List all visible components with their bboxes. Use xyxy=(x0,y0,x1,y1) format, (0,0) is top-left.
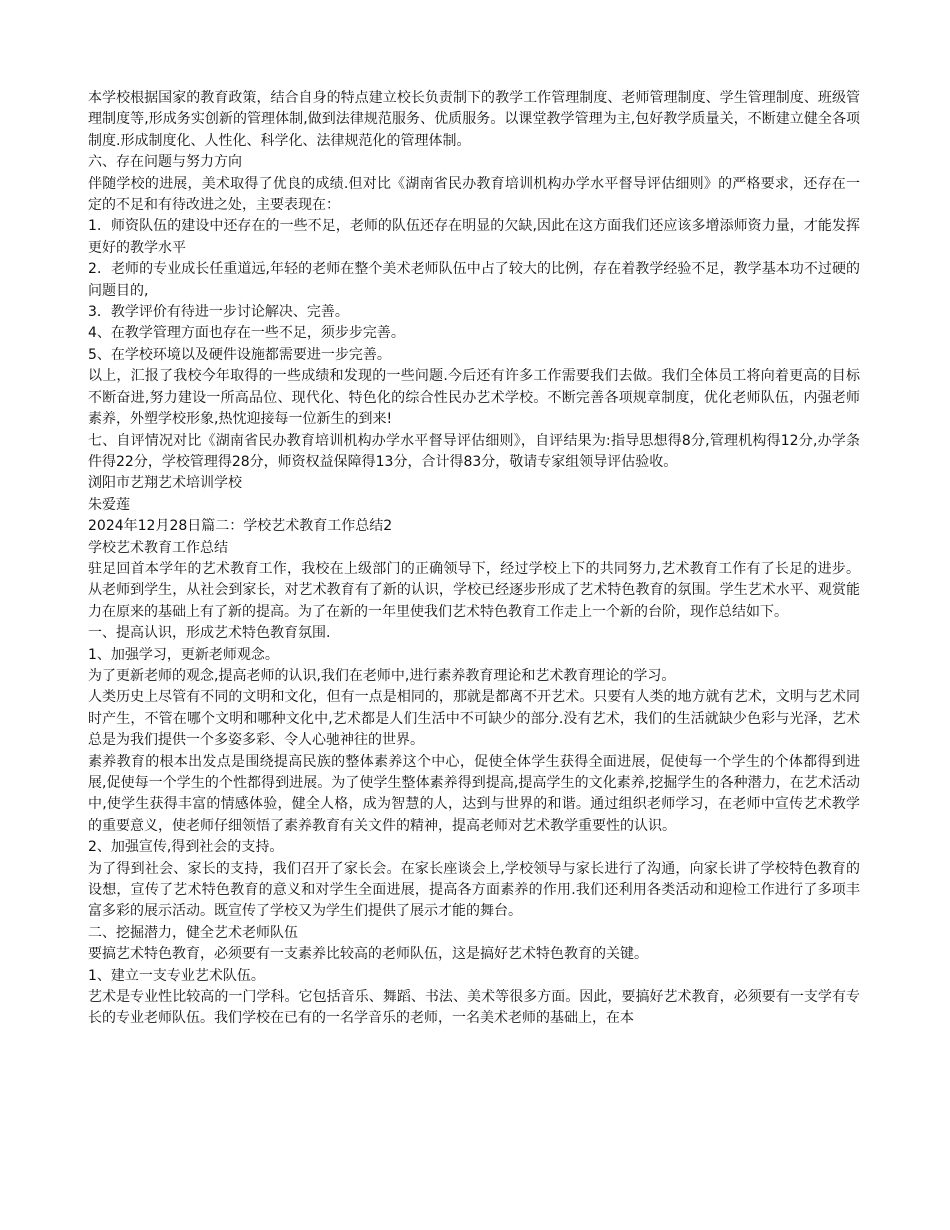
paragraph-self-evaluation: 七、自评情况对比《湖南省民办教育培训机构办学水平督导评估细则》，自评结果为:指导思想得8分,管理机构得12分,办学条件得22分，学校管理得28分，师资权益保障得13分，合计得83分，敬请专家组领导评估验收。 xyxy=(88,432,860,470)
paragraph-teacher-team-key: 要搞艺术特色教育，必须要有一支素养比较高的老师队伍，这是搞好艺术特色教育的关键。 xyxy=(88,946,648,963)
paragraph-school-management: 本学校根据国家的教育政策，结合自身的特点建立校长负责制下的教学工作管理制度、老师管理制度、学生管理制度、班级管理制度等,形成务实创新的管理体制,做到法律规范服务、优质服务。以课堂教学管理为主,包好教学质量关，不断建立健全各项制度.形成制度化、人性化、科学化、法律规范化的管理体制。 xyxy=(88,90,860,149)
list-item-teacher-team: 1．师资队伍的建设中还存在的一些不足，老师的队伍还存在明显的欠缺,因此在这方面我们还应该多增添师资力量，才能发挥更好的教学水平 xyxy=(88,218,860,256)
paragraph-year-review: 驻足回首本学年的艺术教育工作，我校在上级部门的正确领导下，经过学校上下的共同努力,艺术教育工作有了长足的进步。从老师到学生，从社会到家长，对艺术教育有了新的认识，学校已经逐步形成了艺术特色教育的氛围。学生艺术水平、观赏能力在原来的基础上有了新的提高。为了在新的一年里使我们艺术特色教育工作走上一个新的台阶，现作总结如下。 xyxy=(88,560,860,620)
list-item-teaching-management: 4、在教学管理方面也存在一些不足，须步步完善。 xyxy=(88,325,405,342)
paragraph-shortcomings-intro: 伴随学校的进展，美术取得了优良的成绩.但对比《湖南省民办教育培训机构办学水平督导评估细则》的严格要求，还存在一定的不足和有待改进之处，主要表现在： xyxy=(88,175,860,214)
list-item-school-environment: 5、在学校环境以及硬件设施都需要进一步完善。 xyxy=(88,346,391,363)
document-page xyxy=(88,88,860,1030)
paragraph-update-teacher-concepts: 为了更新老师的观念,提高老师的认识,我们在老师中,进行素养教育理论和艺术教育理论的学习。 xyxy=(88,667,676,684)
paragraph-parents-meeting: 为了得到社会、家长的支持，我们召开了家长会。在家长座谈会上,学校领导与家长进行了沟通，向家长讲了学校特色教育的设想，宣传了艺术特色教育的意义和对学生全面进展，提高各方面素养的作用.我们还利用各类活动和迎检工作进行了多项丰富多彩的展示活动。既宣传了学校又为学生们提供了展示才能的舞台。 xyxy=(88,860,860,920)
signature-school-name: 浏阳市艺翔艺术培训学校 xyxy=(88,475,242,492)
list-item-teaching-evaluation: 3．教学评价有待进一步讨论解决、完善。 xyxy=(88,304,349,321)
list-item-teacher-growth: 2．老师的专业成长任重道远,年轻的老师在整个美术老师队伍中占了较大的比例，存在着教学经验不足，教学基本功不过硬的问题目的, xyxy=(88,261,860,299)
heading-problems-and-direction: 六、存在问题与努力方向 xyxy=(88,154,242,171)
paragraph-human-history-art: 人类历史上尽管有不同的文明和文化，但有一点是相同的，那就是都离不开艺术。只要有人类的地方就有艺术，文明与艺术同时产生，不管在哪个文明和哪种文化中,艺术都是人们生活中不可缺少的部分.没有艺术，我们的生活就缺少色彩与光泽，艺术总是为我们提供一个多姿多彩、令人心驰神往的世界。 xyxy=(88,689,860,749)
date-and-part-two-title: 2024年12月28日篇二：学校艺术教育工作总结2 xyxy=(88,518,393,535)
subheading-strengthen-publicity: 2、加强宣传,得到社会的支持。 xyxy=(88,839,284,856)
paragraph-summary-report: 以上，汇报了我校今年取得的一些成绩和发现的一些问题.今后还有许多工作需要我们去做。我们全体员工将向着更高的目标不断奋进,努力建设一所高品位、现代化、特色化的综合性民办艺术学校。不断完善各项规章制度，优化老师队伍，内强老师素养，外塑学校形象,热忱迎接每一位新生的到来! xyxy=(88,368,860,428)
heading-raise-awareness: 一、提高认识，形成艺术特色教育氛围. xyxy=(88,625,331,642)
paragraph-professional-subject: 艺术是专业性比较高的一门学科。它包括音乐、舞蹈、书法、美术等很多方面。因此，要搞好艺术教育，必须要有一支学有专长的专业老师队伍。我们学校在已有的一名学音乐的老师，一名美术老师的基础上，在本 xyxy=(88,989,860,1027)
section-title-art-education-summary: 学校艺术教育工作总结 xyxy=(88,539,228,556)
heading-tap-potential: 二、挖掘潜力，健全艺术老师队伍 xyxy=(88,924,298,941)
subheading-strengthen-learning: 1、加强学习，更新老师观念。 xyxy=(88,646,279,663)
signature-author: 朱爱莲 xyxy=(88,496,130,513)
subheading-professional-team: 1、建立一支专业艺术队伍。 xyxy=(88,967,265,984)
paragraph-quality-education: 素养教育的根本出发点是围绕提高民族的整体素养这个中心，促使全体学生获得全面进展，促使每一个学生的个体都得到进展,促使每一个学生的个性都得到进展。为了使学生整体素养得到提高,提高学生的文化素养,挖掘学生的各种潜力，在艺术活动中,使学生获得丰富的情感体验，健全人格，成为智慧的人，达到与世界的和谐。通过组织老师学习，在老师中宣传艺术教学的重要意义，使老师仔细领悟了素养教育有关文件的精神，提高老师对艺术教学重要性的认识。 xyxy=(88,753,860,834)
